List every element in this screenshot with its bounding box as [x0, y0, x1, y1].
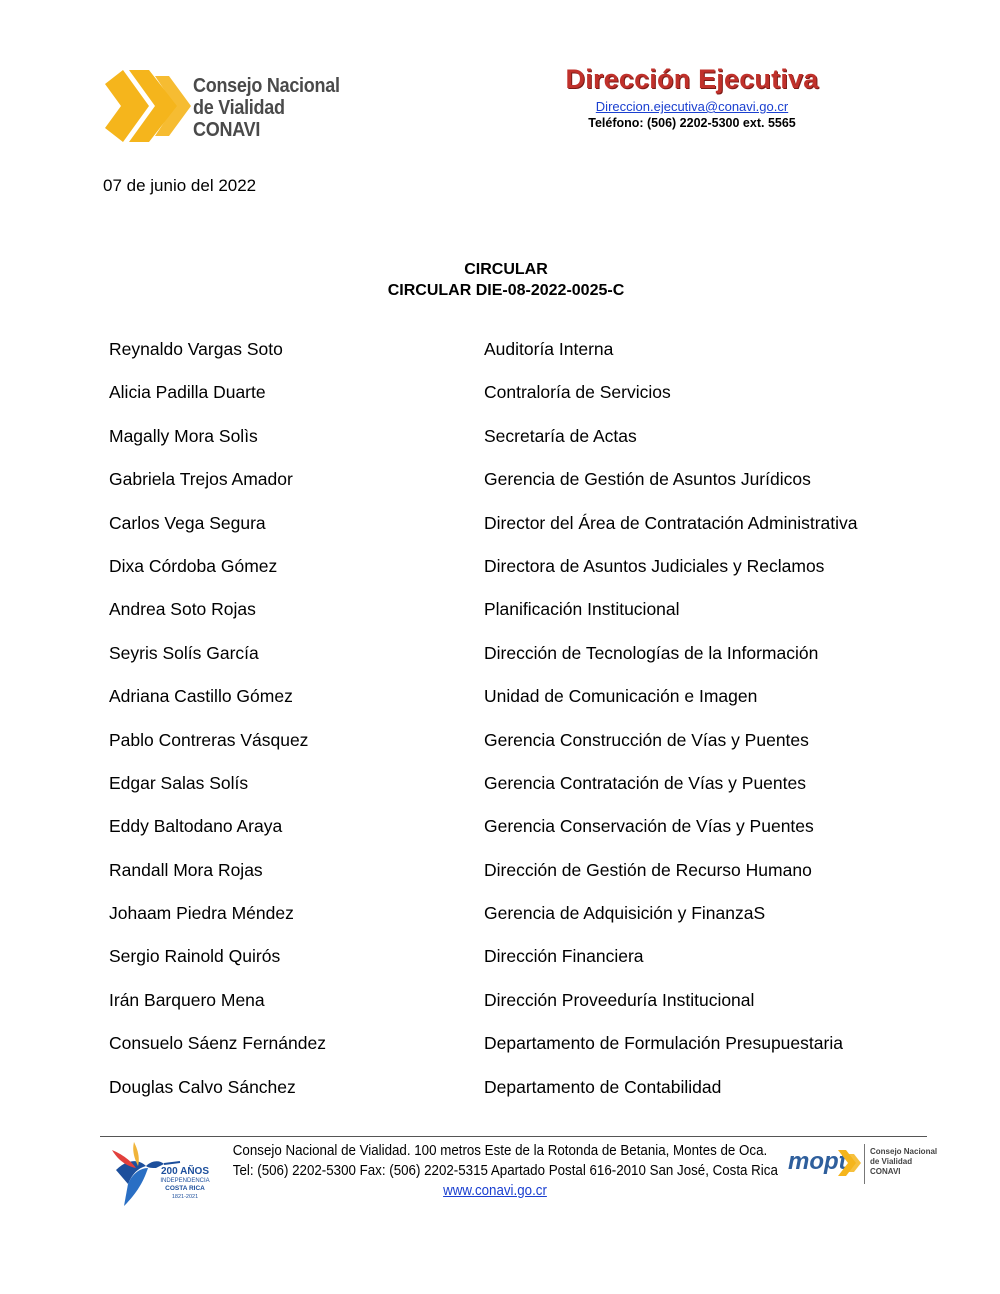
email-link[interactable]: Direccion.ejecutiva@conavi.go.cr — [595, 99, 789, 114]
recipient-row — [109, 1031, 909, 1074]
recipient-name: Johaam Piedra Méndez — [109, 903, 294, 924]
recipient-list — [109, 337, 909, 1118]
mopt-label: mopt — [788, 1148, 847, 1175]
recipient-name: Seyris Solís García — [109, 642, 259, 663]
recipient-name: Pablo Contreras Vásquez — [109, 729, 309, 750]
recipient-row — [109, 424, 909, 467]
recipient-row — [109, 944, 909, 987]
recipient-dept: Gerencia Contratación de Vías y Puentes — [484, 772, 806, 793]
mopt-divider — [864, 1144, 865, 1184]
recipient-name: Gabriela Trejos Amador — [109, 469, 293, 490]
recipient-row — [109, 641, 909, 684]
recipient-name: Sergio Rainold Quirós — [109, 946, 281, 967]
recipient-name: Eddy Baltodano Araya — [109, 816, 283, 837]
footer-line-1: Consejo Nacional de Vialidad. 100 metros Este de la Rotonda de Betania, Montes de Oca. — [232, 1143, 768, 1159]
recipient-row — [109, 814, 909, 857]
recipient-dept: Dirección Financiera — [484, 946, 644, 967]
recipient-dept: Gerencia de Adquisición y FinanzaS — [484, 903, 766, 924]
website-link[interactable]: www.conavi.go.cr — [443, 1183, 547, 1199]
recipient-dept: Departamento de Formulación Presupuestaria — [484, 1033, 843, 1054]
conavi-logo — [103, 66, 343, 150]
recipient-dept: Directora de Asuntos Judiciales y Reclamos — [484, 555, 825, 576]
recipient-name: Edgar Salas Solís — [109, 772, 249, 793]
conavi-chevron-icon — [103, 66, 193, 150]
recipient-name: Carlos Vega Segura — [109, 512, 266, 533]
recipient-dept: Planificación Institucional — [484, 599, 680, 620]
recipient-row — [109, 467, 909, 510]
circular-code: CIRCULAR DIE-08-2022-0025-C — [387, 282, 625, 299]
recipient-row — [109, 771, 909, 814]
recipient-name: Alicia Padilla Duarte — [109, 382, 266, 403]
recipient-row — [109, 380, 909, 423]
document-date: 07 de junio del 2022 — [103, 176, 257, 195]
recipient-name: Reynaldo Vargas Soto — [109, 339, 283, 359]
recipient-name: Andrea Soto Rojas — [109, 599, 256, 620]
recipient-row — [109, 728, 909, 771]
circular-title: CIRCULAR — [464, 261, 548, 278]
recipient-dept: Auditoría Interna — [484, 339, 614, 359]
recipient-dept: Director del Área de Contratación Administrativa — [484, 512, 858, 533]
footer-line-2: Tel: (506) 2202-5300 Fax: (506) 2202-5315 Apartado Postal 616-2010 San José, Costa Rica — [232, 1163, 778, 1179]
recipient-name: Magally Mora Solìs — [109, 425, 258, 446]
recipient-name: Consuelo Sáenz Fernández — [109, 1033, 326, 1054]
recipient-name: Dixa Córdoba Gómez — [109, 555, 278, 576]
recipient-name: Adriana Castillo Gómez — [109, 686, 293, 707]
recipient-name: Irán Barquero Mena — [109, 989, 265, 1010]
recipient-row — [109, 1075, 909, 1118]
recipient-row — [109, 554, 909, 597]
mopt-chevron-icon — [836, 1148, 862, 1178]
recipient-dept: Gerencia Conservación de Vías y Puentes — [484, 816, 814, 837]
conavi-small-line-2: de Vialidad — [870, 1157, 913, 1166]
recipient-dept: Dirección Proveeduría Institucional — [484, 989, 755, 1010]
conavi-small-line-1: Consejo Nacional — [870, 1147, 938, 1156]
recipient-row — [109, 597, 909, 640]
phone-text: Teléfono: (506) 2202-5300 ext. 5565 — [588, 116, 796, 130]
recipient-dept: Secretaría de Actas — [484, 425, 637, 446]
page-title: Dirección Ejecutiva — [565, 64, 819, 94]
bicentennial-line-4: 1821-2021 — [171, 1194, 199, 1200]
conavi-logo-text — [193, 75, 340, 141]
bicentennial-logo — [108, 1140, 212, 1208]
recipient-dept: Dirección de Gestión de Recurso Humano — [484, 859, 812, 880]
recipient-dept: Dirección de Tecnologías de la Información — [484, 642, 819, 663]
bicentennial-line-1: 200 AÑOS — [161, 1166, 209, 1177]
recipient-name: Randall Mora Rojas — [109, 859, 263, 880]
recipient-row — [109, 988, 909, 1031]
header-contact — [532, 64, 852, 130]
recipient-dept: Gerencia Construcción de Vías y Puentes — [484, 729, 809, 750]
recipient-dept: Unidad de Comunicación e Imagen — [484, 686, 758, 707]
recipient-row — [109, 337, 909, 380]
recipient-dept: Contraloría de Servicios — [484, 382, 671, 403]
recipient-row — [109, 858, 909, 901]
bicentennial-line-2: INDEPENDENCIA — [160, 1178, 210, 1184]
conavi-small-line-3: CONAVI — [870, 1167, 901, 1176]
recipient-row — [109, 684, 909, 727]
recipient-name: Douglas Calvo Sánchez — [109, 1076, 296, 1097]
footer-address — [232, 1141, 778, 1201]
bicentennial-line-3: COSTA RICA — [165, 1185, 205, 1192]
circular-heading — [0, 259, 1000, 301]
recipient-row — [109, 901, 909, 944]
recipient-dept: Gerencia de Gestión de Asuntos Jurídicos — [484, 469, 811, 490]
recipient-dept: Departamento de Contabilidad — [484, 1076, 722, 1097]
logo-line-3: CONAVI — [193, 119, 261, 141]
logo-line-1: Consejo Nacional — [193, 75, 340, 97]
mopt-logo — [788, 1144, 938, 1186]
footer-divider — [100, 1136, 927, 1137]
recipient-row — [109, 511, 909, 554]
logo-line-2: de Vialidad — [193, 97, 285, 119]
